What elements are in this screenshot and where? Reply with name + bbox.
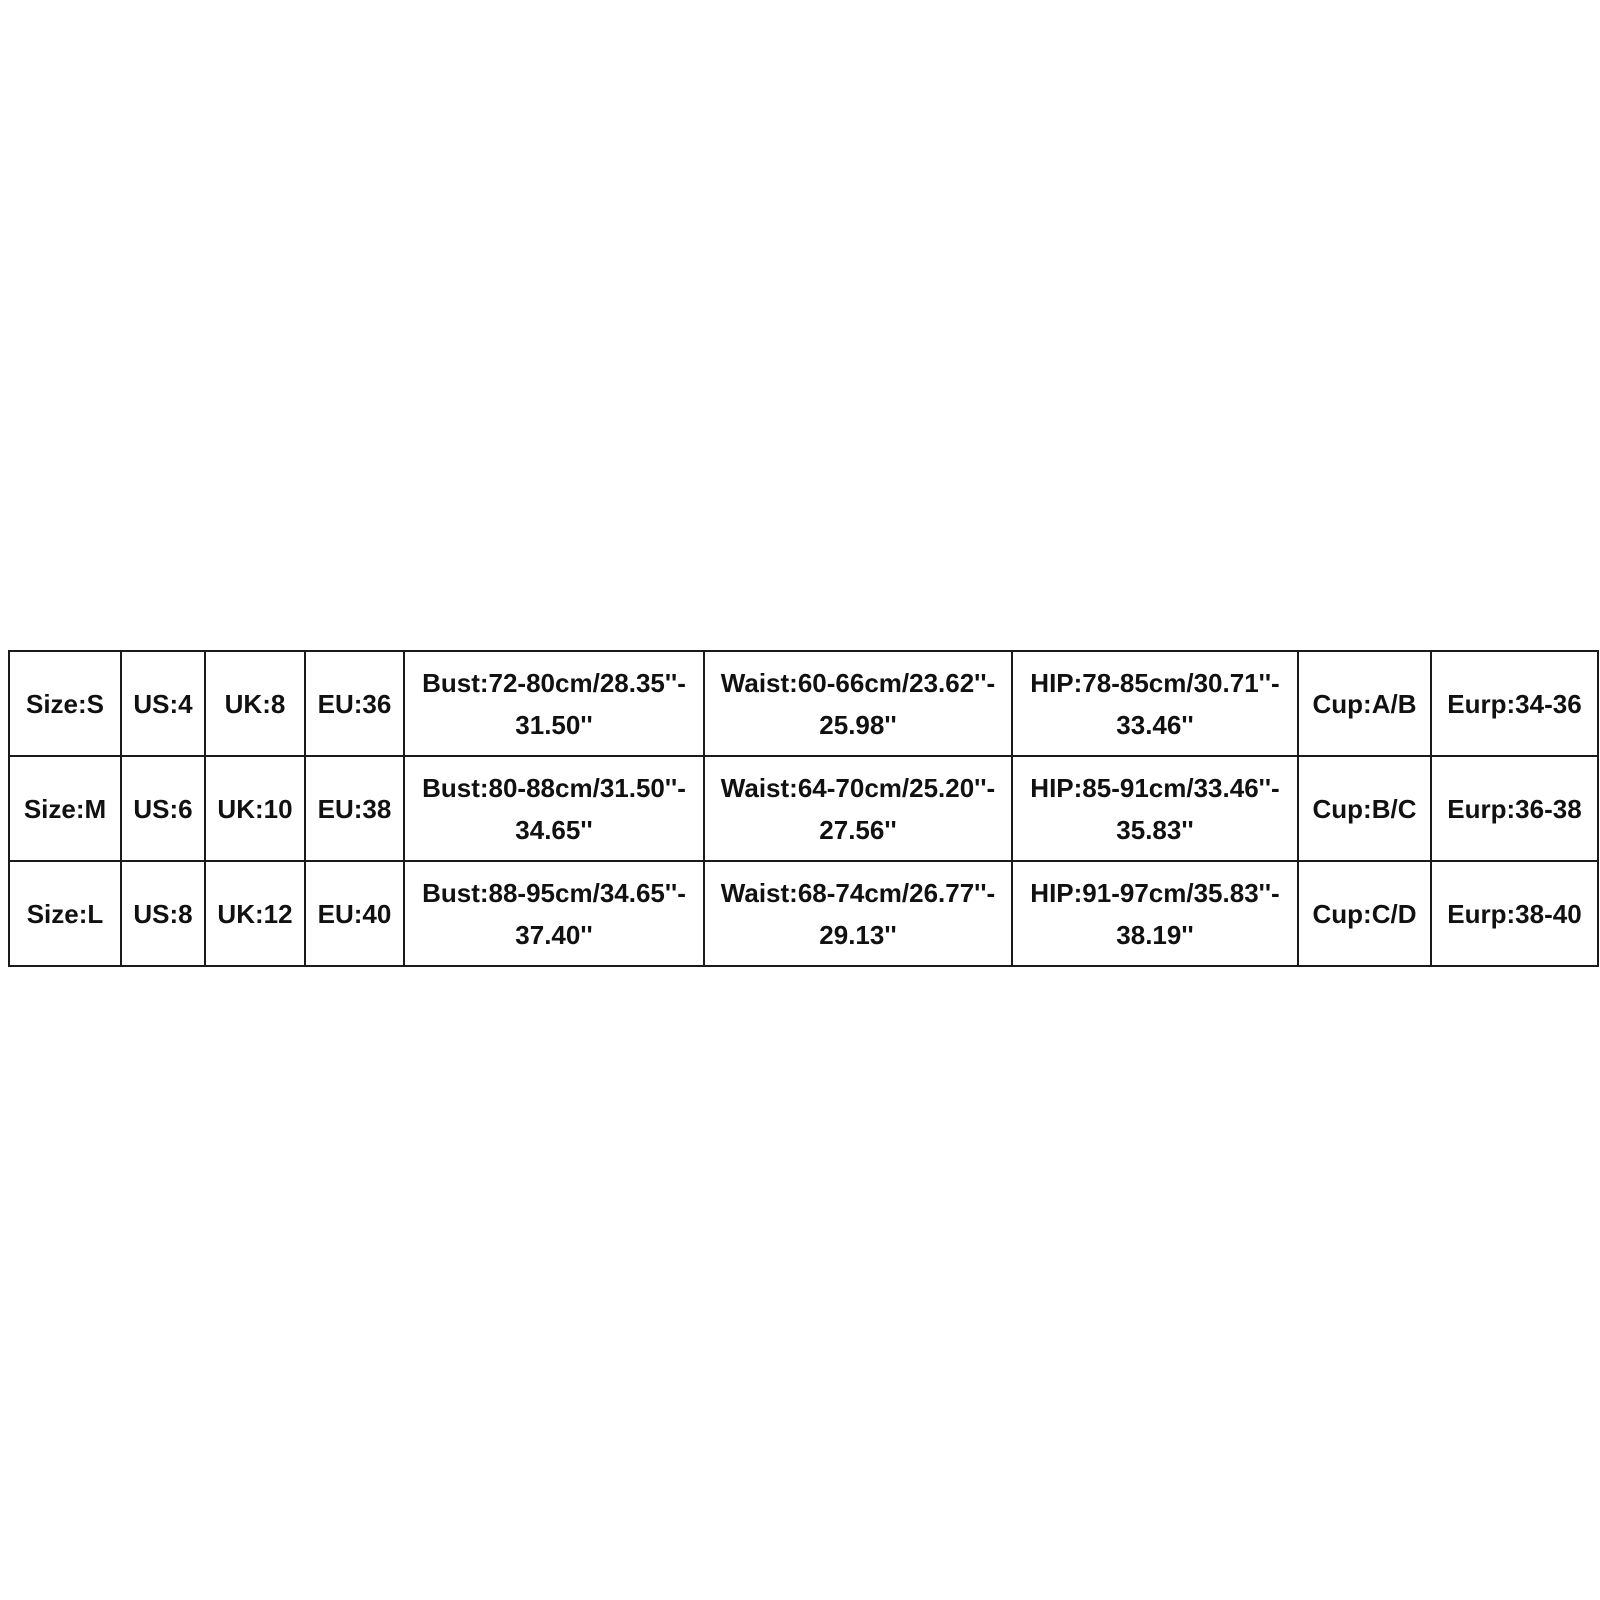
eurp-cell: Eurp:38-40	[1431, 861, 1598, 966]
size-chart-table	[8, 650, 1599, 967]
hip-line-1: HIP:78-85cm/30.71''-	[1030, 667, 1280, 698]
eu-size-cell: EU:40	[305, 861, 404, 966]
hip-line-1: HIP:85-91cm/33.46''-	[1030, 772, 1280, 803]
table-row-size-s	[9, 651, 1598, 756]
hip-line-2: 33.46''	[1116, 709, 1194, 740]
uk-size-cell: UK:10	[205, 756, 305, 861]
hip-line-2: 38.19''	[1116, 919, 1194, 950]
hip-line-2: 35.83''	[1116, 814, 1194, 845]
eurp-cell: Eurp:36-38	[1431, 756, 1598, 861]
waist-line-2: 25.98''	[819, 709, 897, 740]
us-size-cell: US:8	[121, 861, 205, 966]
waist-line-1: Waist:60-66cm/23.62''-	[720, 667, 996, 698]
waist-cell	[704, 756, 1012, 861]
waist-line-1: Waist:64-70cm/25.20''-	[720, 772, 996, 803]
table-row-size-m	[9, 756, 1598, 861]
cup-cell: Cup:B/C	[1298, 756, 1431, 861]
uk-size-cell: UK:8	[205, 651, 305, 756]
waist-cell	[704, 651, 1012, 756]
bust-line-2: 31.50''	[515, 709, 593, 740]
table-row-size-l	[9, 861, 1598, 966]
waist-line-1: Waist:68-74cm/26.77''-	[720, 877, 996, 908]
bust-line-1: Bust:72-80cm/28.35''-	[422, 667, 686, 698]
hip-cell	[1012, 756, 1298, 861]
waist-line-2: 29.13''	[819, 919, 897, 950]
bust-cell	[404, 756, 704, 861]
hip-line-1: HIP:91-97cm/35.83''-	[1030, 877, 1280, 908]
eu-size-cell: EU:36	[305, 651, 404, 756]
bust-line-2: 34.65''	[515, 814, 593, 845]
bust-line-1: Bust:80-88cm/31.50''-	[422, 772, 686, 803]
hip-cell	[1012, 651, 1298, 756]
waist-cell	[704, 861, 1012, 966]
bust-line-1: Bust:88-95cm/34.65''-	[422, 877, 686, 908]
us-size-cell: US:6	[121, 756, 205, 861]
bust-cell	[404, 861, 704, 966]
cup-cell: Cup:C/D	[1298, 861, 1431, 966]
size-cell: Size:S	[9, 651, 121, 756]
cup-cell: Cup:A/B	[1298, 651, 1431, 756]
eurp-cell: Eurp:34-36	[1431, 651, 1598, 756]
uk-size-cell: UK:12	[205, 861, 305, 966]
bust-cell	[404, 651, 704, 756]
eu-size-cell: EU:38	[305, 756, 404, 861]
waist-line-2: 27.56''	[819, 814, 897, 845]
hip-cell	[1012, 861, 1298, 966]
size-cell: Size:L	[9, 861, 121, 966]
bust-line-2: 37.40''	[515, 919, 593, 950]
us-size-cell: US:4	[121, 651, 205, 756]
size-cell: Size:M	[9, 756, 121, 861]
